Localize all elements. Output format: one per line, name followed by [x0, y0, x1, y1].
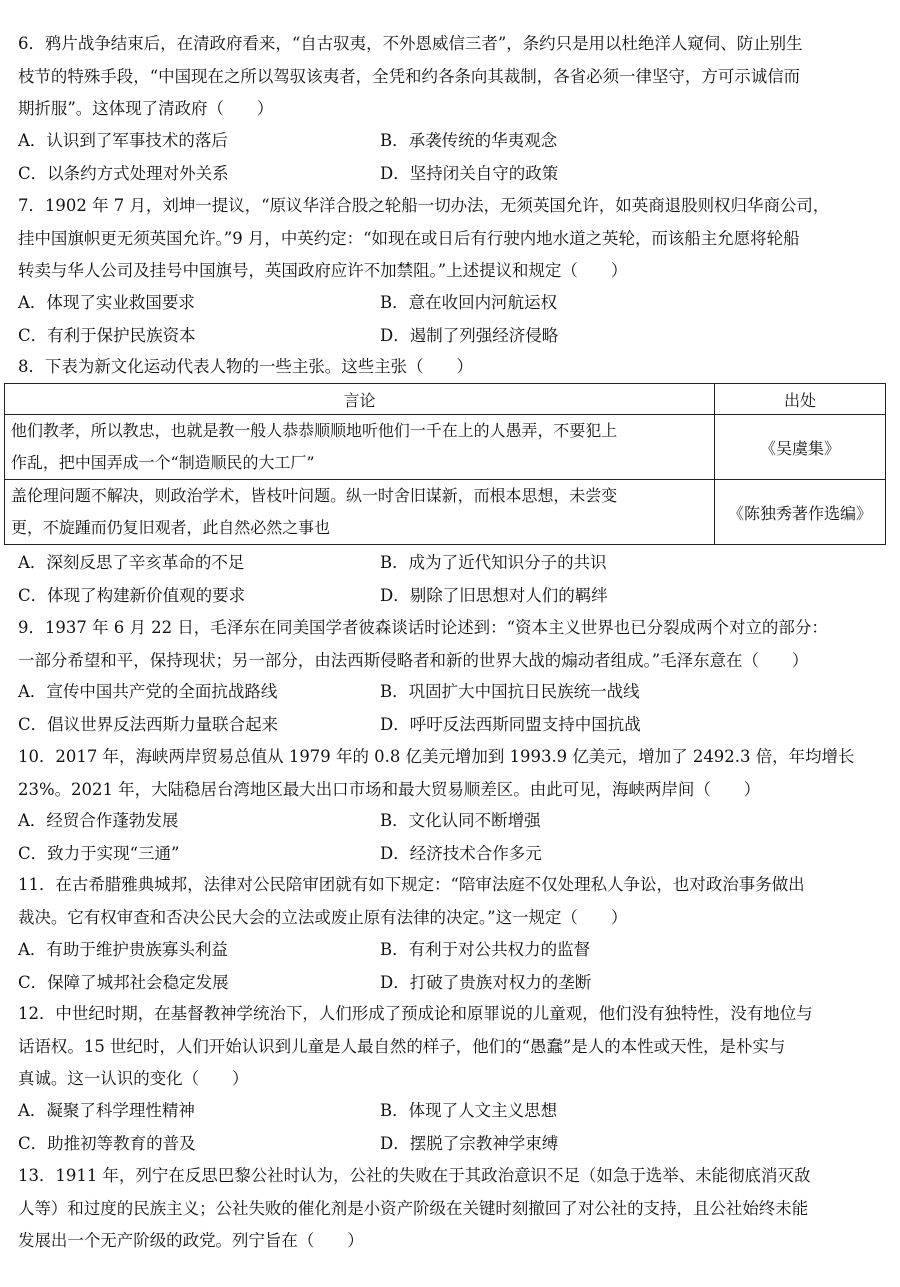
option-a[interactable]: A．体现了实业救国要求: [18, 293, 195, 312]
question-line: 一部分希望和平，保持现状；另一部分，由法西斯侵略者和新的世界大战的煽动者组成。”毛泽东意在（ ）: [18, 650, 809, 670]
question-line: 8．下表为新文化运动代表人物的一些主张。这些主张（ ）: [18, 357, 473, 376]
quote-line: 更，不旋踵而仍复旧观者，此自然必然之事也: [11, 518, 331, 537]
option-d[interactable]: D．遏制了列强经济侵略: [380, 325, 559, 345]
question-9-stem: [18, 612, 884, 677]
question-11-stem: [18, 869, 884, 934]
quotes-table: [4, 383, 886, 545]
question-12-stem: [18, 998, 884, 1096]
table-row: [5, 480, 886, 545]
option-d[interactable]: D．剔除了旧思想对人们的羁绊: [380, 585, 608, 605]
question-12-options: [18, 1095, 884, 1160]
question-6-stem: [18, 28, 884, 126]
option-d[interactable]: D．坚持闭关自守的政策: [380, 163, 559, 183]
question-line: 转卖与华人公司及挂号中国旗号，英国政府应许不加禁阻。”上述提议和规定（ ）: [18, 261, 628, 280]
question-line: 11．在古希腊雅典城邦，法律对公民陪审团就有如下规定：“陪审法庭不仅处理私人争讼，也对政治事务做出: [18, 875, 805, 894]
question-line: 7．1902 年 7 月，刘坤一提议，“原议华洋合股之轮船一切办法，无须英国允许，如英商退股则权归华商公司，: [18, 196, 830, 215]
option-d[interactable]: D．摆脱了宗教神学束缚: [380, 1133, 559, 1153]
question-line: 挂中国旗帜更无须英国允许。”9 月，中英约定：“如现在或日后有行驶内地水道之英轮，而该船主允愿将轮船: [18, 228, 800, 248]
option-c[interactable]: C．保障了城邦社会稳定发展: [18, 972, 229, 992]
question-line: 10．2017 年，海峡两岸贸易总值从 1979 年的 0.8 亿美元增加到 1993.9 亿美元，增加了 2492.3 倍，年均增长: [18, 747, 855, 766]
option-c[interactable]: C．有利于保护民族资本: [18, 325, 196, 345]
source-cell: 《吴虞集》: [715, 415, 886, 480]
question-11-options: [18, 934, 884, 999]
option-d[interactable]: D．呼吁反法西斯同盟支持中国抗战: [380, 714, 641, 734]
option-c[interactable]: C．助推初等教育的普及: [18, 1133, 196, 1153]
option-c[interactable]: C．以条约方式处理对外关系: [18, 163, 229, 183]
question-line: 话语权。15 世纪时，人们开始认识到儿童是人最自然的样子，他们的“愚蠢”是人的本性或天性，是朴实与: [18, 1036, 786, 1056]
question-8-stem: [18, 351, 884, 384]
option-c[interactable]: C．体现了构建新价值观的要求: [18, 585, 246, 605]
quote-line: 他们教孝，所以教忠，也就是教一般人恭恭顺顺地听他们一千在上的人愚弄，不要犯上: [11, 421, 618, 440]
source-cell: 《陈独秀著作选编》: [715, 480, 886, 545]
question-10-stem: [18, 741, 884, 806]
question-line: 真诚。这一认识的变化（ ）: [18, 1069, 249, 1088]
question-line: 裁决。它有权审查和否决公民大会的立法或废止原有法律的决定。”这一规定（ ）: [18, 907, 628, 927]
question-6-options: [18, 125, 884, 190]
question-8-options: [18, 547, 884, 612]
question-10-options: [18, 805, 884, 870]
option-b[interactable]: B．体现了人文主义思想: [380, 1101, 558, 1120]
question-9-options: [18, 676, 884, 741]
quote-line: 作乱，把中国弄成一个“制造顺民的大工厂”: [11, 453, 315, 472]
option-b[interactable]: B．成为了近代知识分子的共识: [380, 553, 607, 572]
option-c[interactable]: C．致力于实现“三通”: [18, 843, 180, 863]
question-line: 9．1937 年 6 月 22 日，毛泽东在同美国学者彼森谈话时论述到：“资本主义世界也已分裂成两个对立的部分：: [18, 618, 828, 637]
question-7-stem: [18, 190, 884, 288]
table-header-quote: 言论: [5, 384, 715, 415]
option-d[interactable]: D．经济技术合作多元: [380, 843, 542, 863]
question-line: 期折服”。这体现了清政府（ ）: [18, 99, 274, 118]
option-a[interactable]: A．经贸合作蓬勃发展: [18, 811, 179, 830]
question-7-options: [18, 287, 884, 352]
option-d[interactable]: D．打破了贵族对权力的垄断: [380, 972, 592, 992]
option-b[interactable]: B．有利于对公共权力的监督: [380, 940, 591, 959]
question-line: 23%。2021 年，大陆稳居台湾地区最大出口市场和最大贸易顺差区。由此可见，海峡两岸间（ ）: [18, 779, 761, 799]
option-c[interactable]: C．倡议世界反法西斯力量联合起来: [18, 714, 279, 734]
option-a[interactable]: A．宣传中国共产党的全面抗战路线: [18, 682, 278, 701]
question-line: 6．鸦片战争结束后，在清政府看来，“自古驭夷，不外恩威信三者”，条约只是用以杜绝洋人窥伺、防止别生: [18, 34, 803, 53]
quote-cell: [5, 415, 715, 480]
option-b[interactable]: B．承袭传统的华夷观念: [380, 131, 558, 150]
question-line: 12．中世纪时期，在基督教神学统治下，人们形成了预成论和原罪说的儿童观，他们没有独特性，没有地位与: [18, 1004, 813, 1023]
quote-cell: [5, 480, 715, 545]
quote-line: 盖伦理问题不解决，则政治学术，皆枝叶问题。纵一时舍旧谋新，而根本思想，未尝变: [11, 486, 618, 505]
question-line: 发展出一个无产阶级的政党。列宁旨在（ ）: [18, 1231, 364, 1250]
table-header-source: 出处: [715, 384, 886, 415]
option-a[interactable]: A．认识到了军事技术的落后: [18, 131, 228, 150]
option-b[interactable]: B．意在收回内河航运权: [380, 293, 558, 312]
table-row: [5, 415, 886, 480]
option-b[interactable]: B．文化认同不断增强: [380, 811, 541, 830]
question-line: 13．1911 年，列宁在反思巴黎公社时认为，公社的失败在于其政治意识不足（如急于选举、未能彻底消灭敌: [18, 1166, 811, 1185]
option-a[interactable]: A．凝聚了科学理性精神: [18, 1101, 195, 1120]
question-line: 人等）和过度的民族主义；公社失败的催化剂是小资产阶级在关键时刻撤回了对公社的支持，且公社始终未能: [18, 1198, 809, 1218]
question-line: 枝节的特殊手段，“中国现在之所以驾驭该夷者，全凭和约各条向其裁制，各省必须一律坚守，方可示诚信而: [18, 66, 801, 86]
option-b[interactable]: B．巩固扩大中国抗日民族统一战线: [380, 682, 640, 701]
question-13-stem: [18, 1160, 884, 1258]
option-a[interactable]: A．有助于维护贵族寡头利益: [18, 940, 228, 959]
option-a[interactable]: A．深刻反思了辛亥革命的不足: [18, 553, 245, 572]
